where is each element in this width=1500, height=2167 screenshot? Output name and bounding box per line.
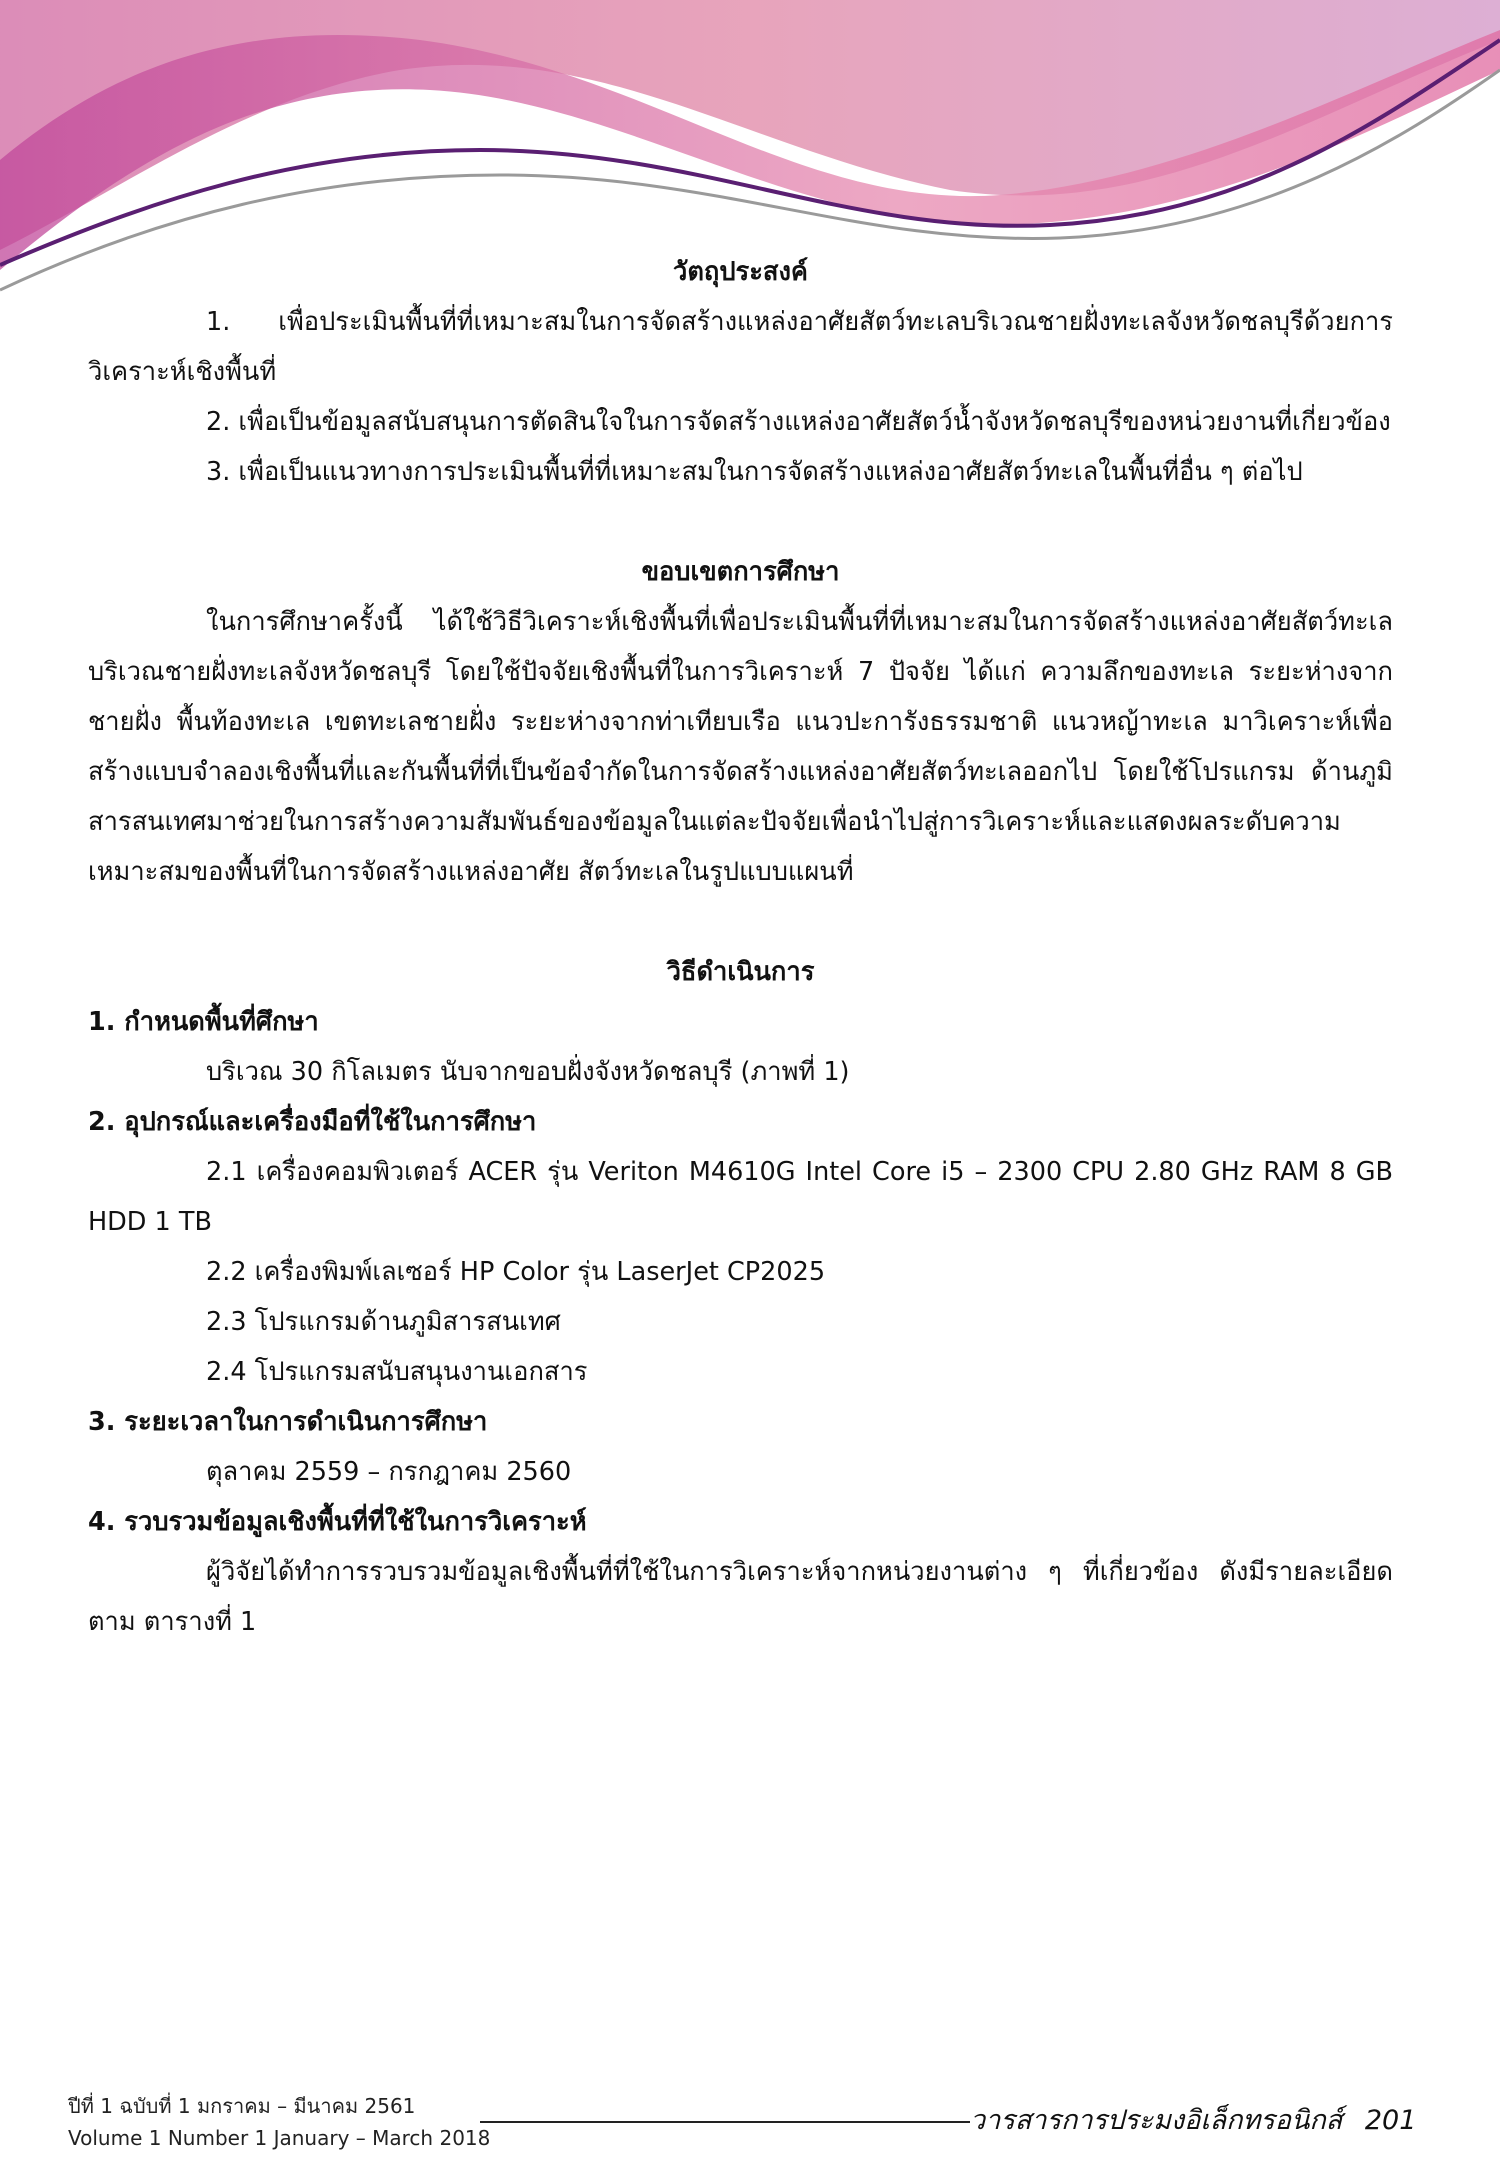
- objectives-section: [88, 247, 1393, 497]
- footer-issue-english: Volume 1 Number 1 January – March 2018: [68, 2126, 491, 2150]
- objectives-heading: วัตถุประสงค์: [673, 257, 808, 287]
- method-4-body: ผู้วิจัยได้ทำการรวบรวมข้อมูลเชิงพื้นที่ที่ใช้ในการวิเคราะห์จากหน่วยงานต่าง ๆ ที่เกี่ยวข้อง ดังมีรายละเอียดตาม ตารางที่ 1: [88, 1557, 1393, 1637]
- objective-item-3: 3. เพื่อเป็นแนวทางการประเมินพื้นที่ที่เหมาะสมในการจัดสร้างแหล่งอาศัยสัตว์ทะเลในพื้นที่อื่น ๆ ต่อไป: [206, 457, 1303, 487]
- page-number: 201: [1364, 2105, 1417, 2136]
- method-2-item-2: 2.2 เครื่องพิมพ์เลเซอร์ HP Color รุ่น LaserJet CP2025: [206, 1257, 826, 1287]
- method-2-item-3: 2.3 โปรแกรมด้านภูมิสารสนเทศ: [206, 1307, 561, 1337]
- method-4-heading: 4. รวบรวมข้อมูลเชิงพื้นที่ที่ใช้ในการวิเคราะห์: [88, 1507, 587, 1537]
- methods-section: [88, 947, 1393, 1647]
- footer-divider: [480, 2121, 970, 2123]
- methods-heading: วิธีดำเนินการ: [666, 957, 815, 987]
- scope-body: ในการศึกษาครั้งนี้ ได้ใช้วิธีวิเคราะห์เชิงพื้นที่เพื่อประเมินพื้นที่ที่เหมาะสมในการจัดสร้างแหล่งอาศัยสัตว์ทะเลบริเวณชายฝั่งทะเลจังหวัดชลบุรี โดยใช้ปัจจัยเชิงพื้นที่ในการวิเคราะห์ 7 ปัจจัย ได้แก่ ความลึกของทะเล ระยะห่างจากชายฝั่ง พื้นท้องทะเล เขตทะเลชายฝั่ง ระยะห่างจากท่าเทียบเรือ แนวปะการังธรรมชาติ แนวหญ้าทะเล มาวิเคราะห์เพื่อสร้างแบบจำลองเชิงพื้นที่และกันพื้นที่ที่เป็นข้อจำกัดในการจัดสร้างแหล่งอาศัยสัตว์ทะเลออกไป โดยใช้โปรแกรม ด้านภูมิสารสนเทศมาช่วยในการสร้างความสัมพันธ์ของข้อมูลในแต่ละปัจจัยเพื่อนำไปสู่การวิเคราะห์และแสดงผลระดับความเหมาะสมของพื้นที่ในการจัดสร้างแหล่งอาศัย สัตว์ทะเลในรูปแบบแผนที่: [88, 607, 1393, 887]
- footer-issue-thai: ปีที่ 1 ฉบับที่ 1 มกราคม – มีนาคม 2561: [68, 2094, 416, 2118]
- journal-name: วารสารการประมงอิเล็กทรอนิกส์: [970, 2105, 1343, 2136]
- footer-issue-info: [68, 2090, 490, 2154]
- scope-heading: ขอบเขตการศึกษา: [641, 557, 840, 587]
- method-1-heading: 1. กำหนดพื้นที่ศึกษา: [88, 1007, 319, 1037]
- scope-section: [88, 547, 1393, 897]
- method-3-body: ตุลาคม 2559 – กรกฎาคม 2560: [206, 1457, 572, 1487]
- method-2-item-4: 2.4 โปรแกรมสนับสนุนงานเอกสาร: [206, 1357, 588, 1387]
- method-3-heading: 3. ระยะเวลาในการดำเนินการศึกษา: [88, 1407, 488, 1437]
- method-2-heading: 2. อุปกรณ์และเครื่องมือที่ใช้ในการศึกษา: [88, 1107, 537, 1137]
- objective-item-1: 1. เพื่อประเมินพื้นที่ที่เหมาะสมในการจัดสร้างแหล่งอาศัยสัตว์ทะเลบริเวณชายฝั่งทะเลจังหวัดชลบุรีด้วยการวิเคราะห์เชิงพื้นที่: [88, 307, 1393, 387]
- method-2-item-1: 2.1 เครื่องคอมพิวเตอร์ ACER รุ่น Veriton M4610G Intel Core i5 – 2300 CPU 2.80 GHz RAM 8 GB HDD 1 TB: [88, 1157, 1393, 1237]
- footer-journal: [970, 2098, 1416, 2141]
- method-1-body: บริเวณ 30 กิโลเมตร นับจากขอบฝั่งจังหวัดชลบุรี (ภาพที่ 1): [206, 1057, 850, 1087]
- objective-item-2: 2. เพื่อเป็นข้อมูลสนับสนุนการตัดสินใจในการจัดสร้างแหล่งอาศัยสัตว์น้ำจังหวัดชลบุรีของหน่วยงานที่เกี่ยวข้อง: [206, 407, 1391, 437]
